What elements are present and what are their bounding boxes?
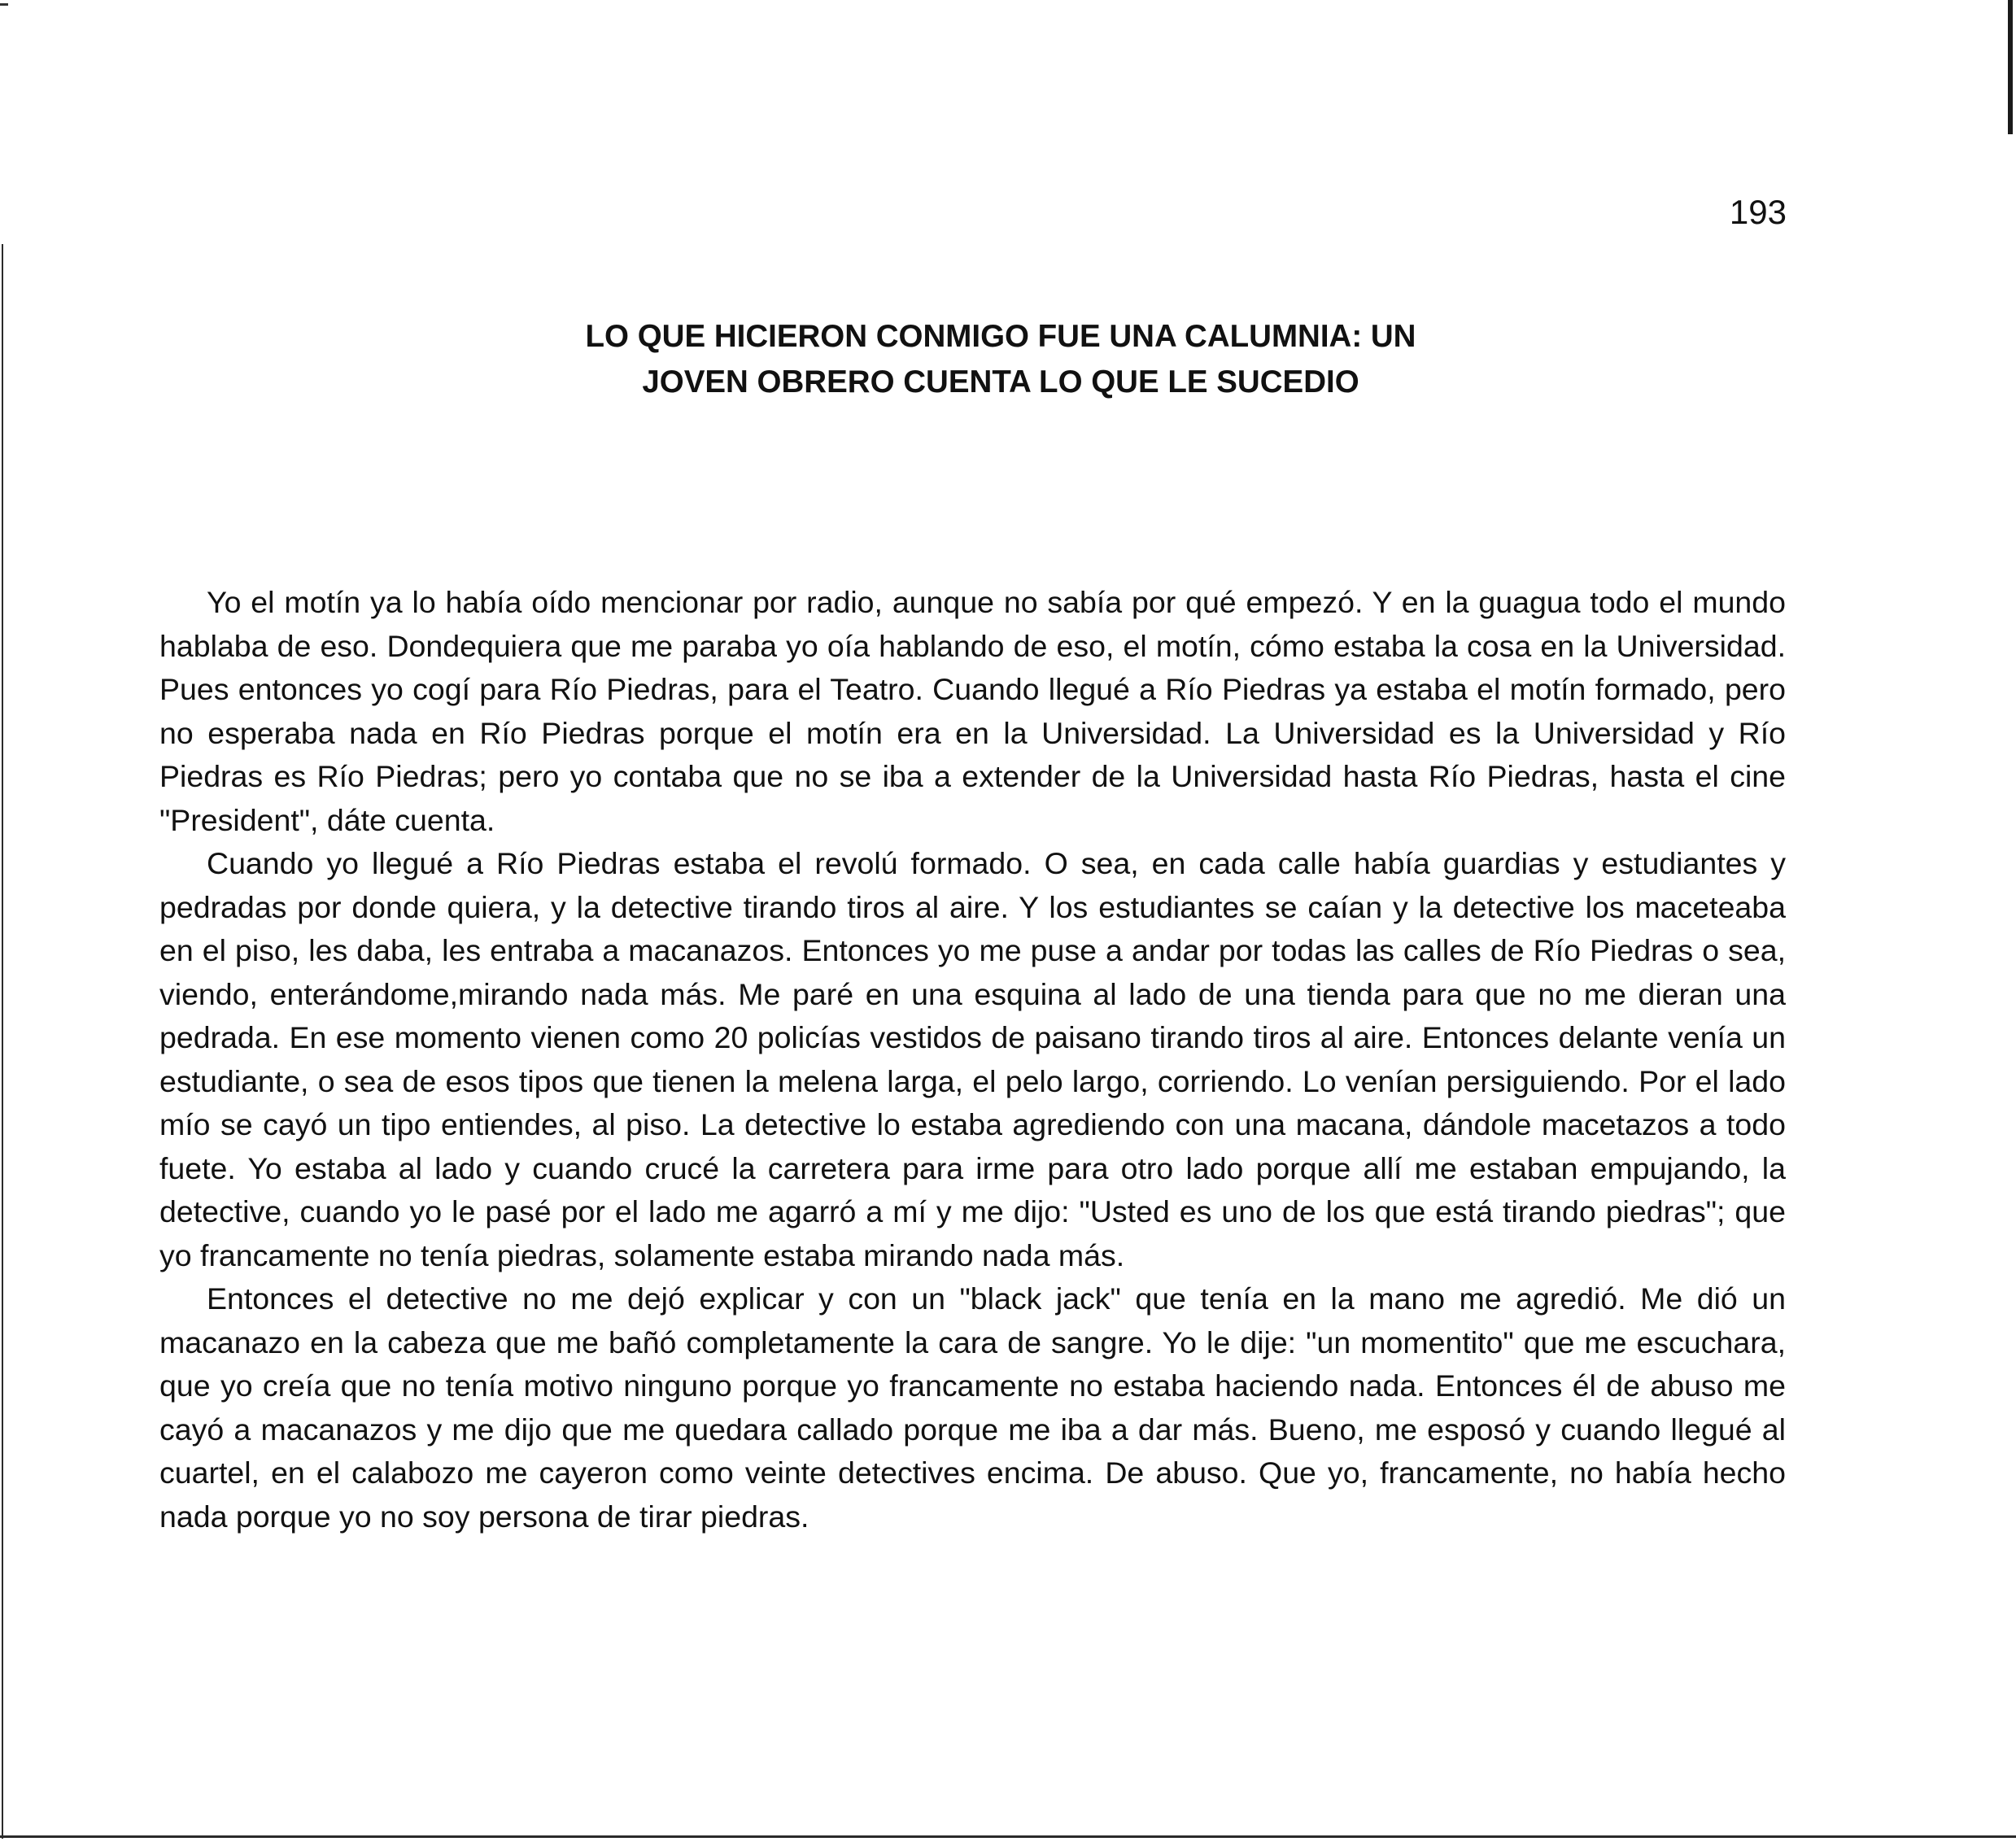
title-line-2: JOVEN OBRERO CUENTA LO QUE LE SUCEDIO	[642, 364, 1359, 399]
scan-edge-bottom	[0, 1835, 2016, 1838]
page-title	[309, 314, 1692, 405]
paragraph-1: Yo el motín ya lo había oído mencionar por radio, aunque no sabía por qué empezó. Y en la guagua todo el mundo hablaba de eso. Dondequiera que me paraba yo oía hablando de eso, el motín, cómo estaba la cosa en la Universidad. Pues entonces yo cogí para Río Piedras, para el Teatro. Cuando llegué a Río Piedras ya estaba el motín formado, pero no esperaba nada en Río Piedras porque el motín era en la Universidad. La Universidad es la Universidad y Río Piedras es Río Piedras; pero yo contaba que no se iba a extender de la Universidad hasta Río Piedras, hasta el cine "President", dáte cuenta.	[159, 585, 1786, 837]
title-line-1: LO QUE HICIERON CONMIGO FUE UNA CALUMNIA: UN	[585, 319, 1416, 354]
scan-corner-mark	[0, 3, 8, 6]
paragraph-2: Cuando yo llegué a Río Piedras estaba el revolú formado. O sea, en cada calle había guardias y estudiantes y pedradas por donde quiera, y la detective tirando tiros al aire. Y los estudiantes se caían y la detective los maceteaba en el piso, les daba, les entraba a macanazos. Entonces yo me puse a andar por todas las calles de Río Piedras o sea, viendo, enterándome,mirando nada más. Me paré en una esquina al lado de una tienda para que no me dieran una pedrada. En ese momento vienen como 20 policías vestidos de paisano tirando tiros al aire. Entonces delante venía un estudiante, o sea de esos tipos que tienen la melena larga, el pelo largo, corriendo. Lo venían persiguiendo. Por el lado mío se cayó un tipo entiendes, al piso. La detective lo estaba agrediendo con una macana, dándole macetazos a todo fuete. Yo estaba al lado y cuando crucé la carretera para irme para otro lado porque allí me estaban empujando, la detective, cuando yo le pasé por el lado me agarró a mí y me dijo: "Usted es uno de los que está tirando piedras"; que yo francamente no tenía piedras, solamente estaba mirando nada más.	[159, 846, 1786, 1272]
scan-edge-left	[2, 244, 3, 1839]
body-text	[159, 581, 1786, 1538]
paragraph-3: Entonces el detective no me dejó explicar y con un "black jack" que tenía en la mano me agredió. Me dió un macanazo en la cabeza que me bañó completamente la cara de sangre. Yo le dije: "un momentito" que me escuchara, que yo creía que no tenía motivo ninguno porque yo francamente no estaba haciendo nada. Entonces él de abuso me cayó a macanazos y me dijo que me quedara callado porque me iba a dar más. Bueno, me esposó y cuando llegué al cuartel, en el calabozo me cayeron como veinte detectives encima. De abuso. Que yo, francamente, no había hecho nada porque yo no soy persona de tirar piedras.	[159, 1281, 1786, 1534]
scan-edge-right	[2008, 0, 2013, 134]
page-number: 193	[1729, 193, 1787, 231]
